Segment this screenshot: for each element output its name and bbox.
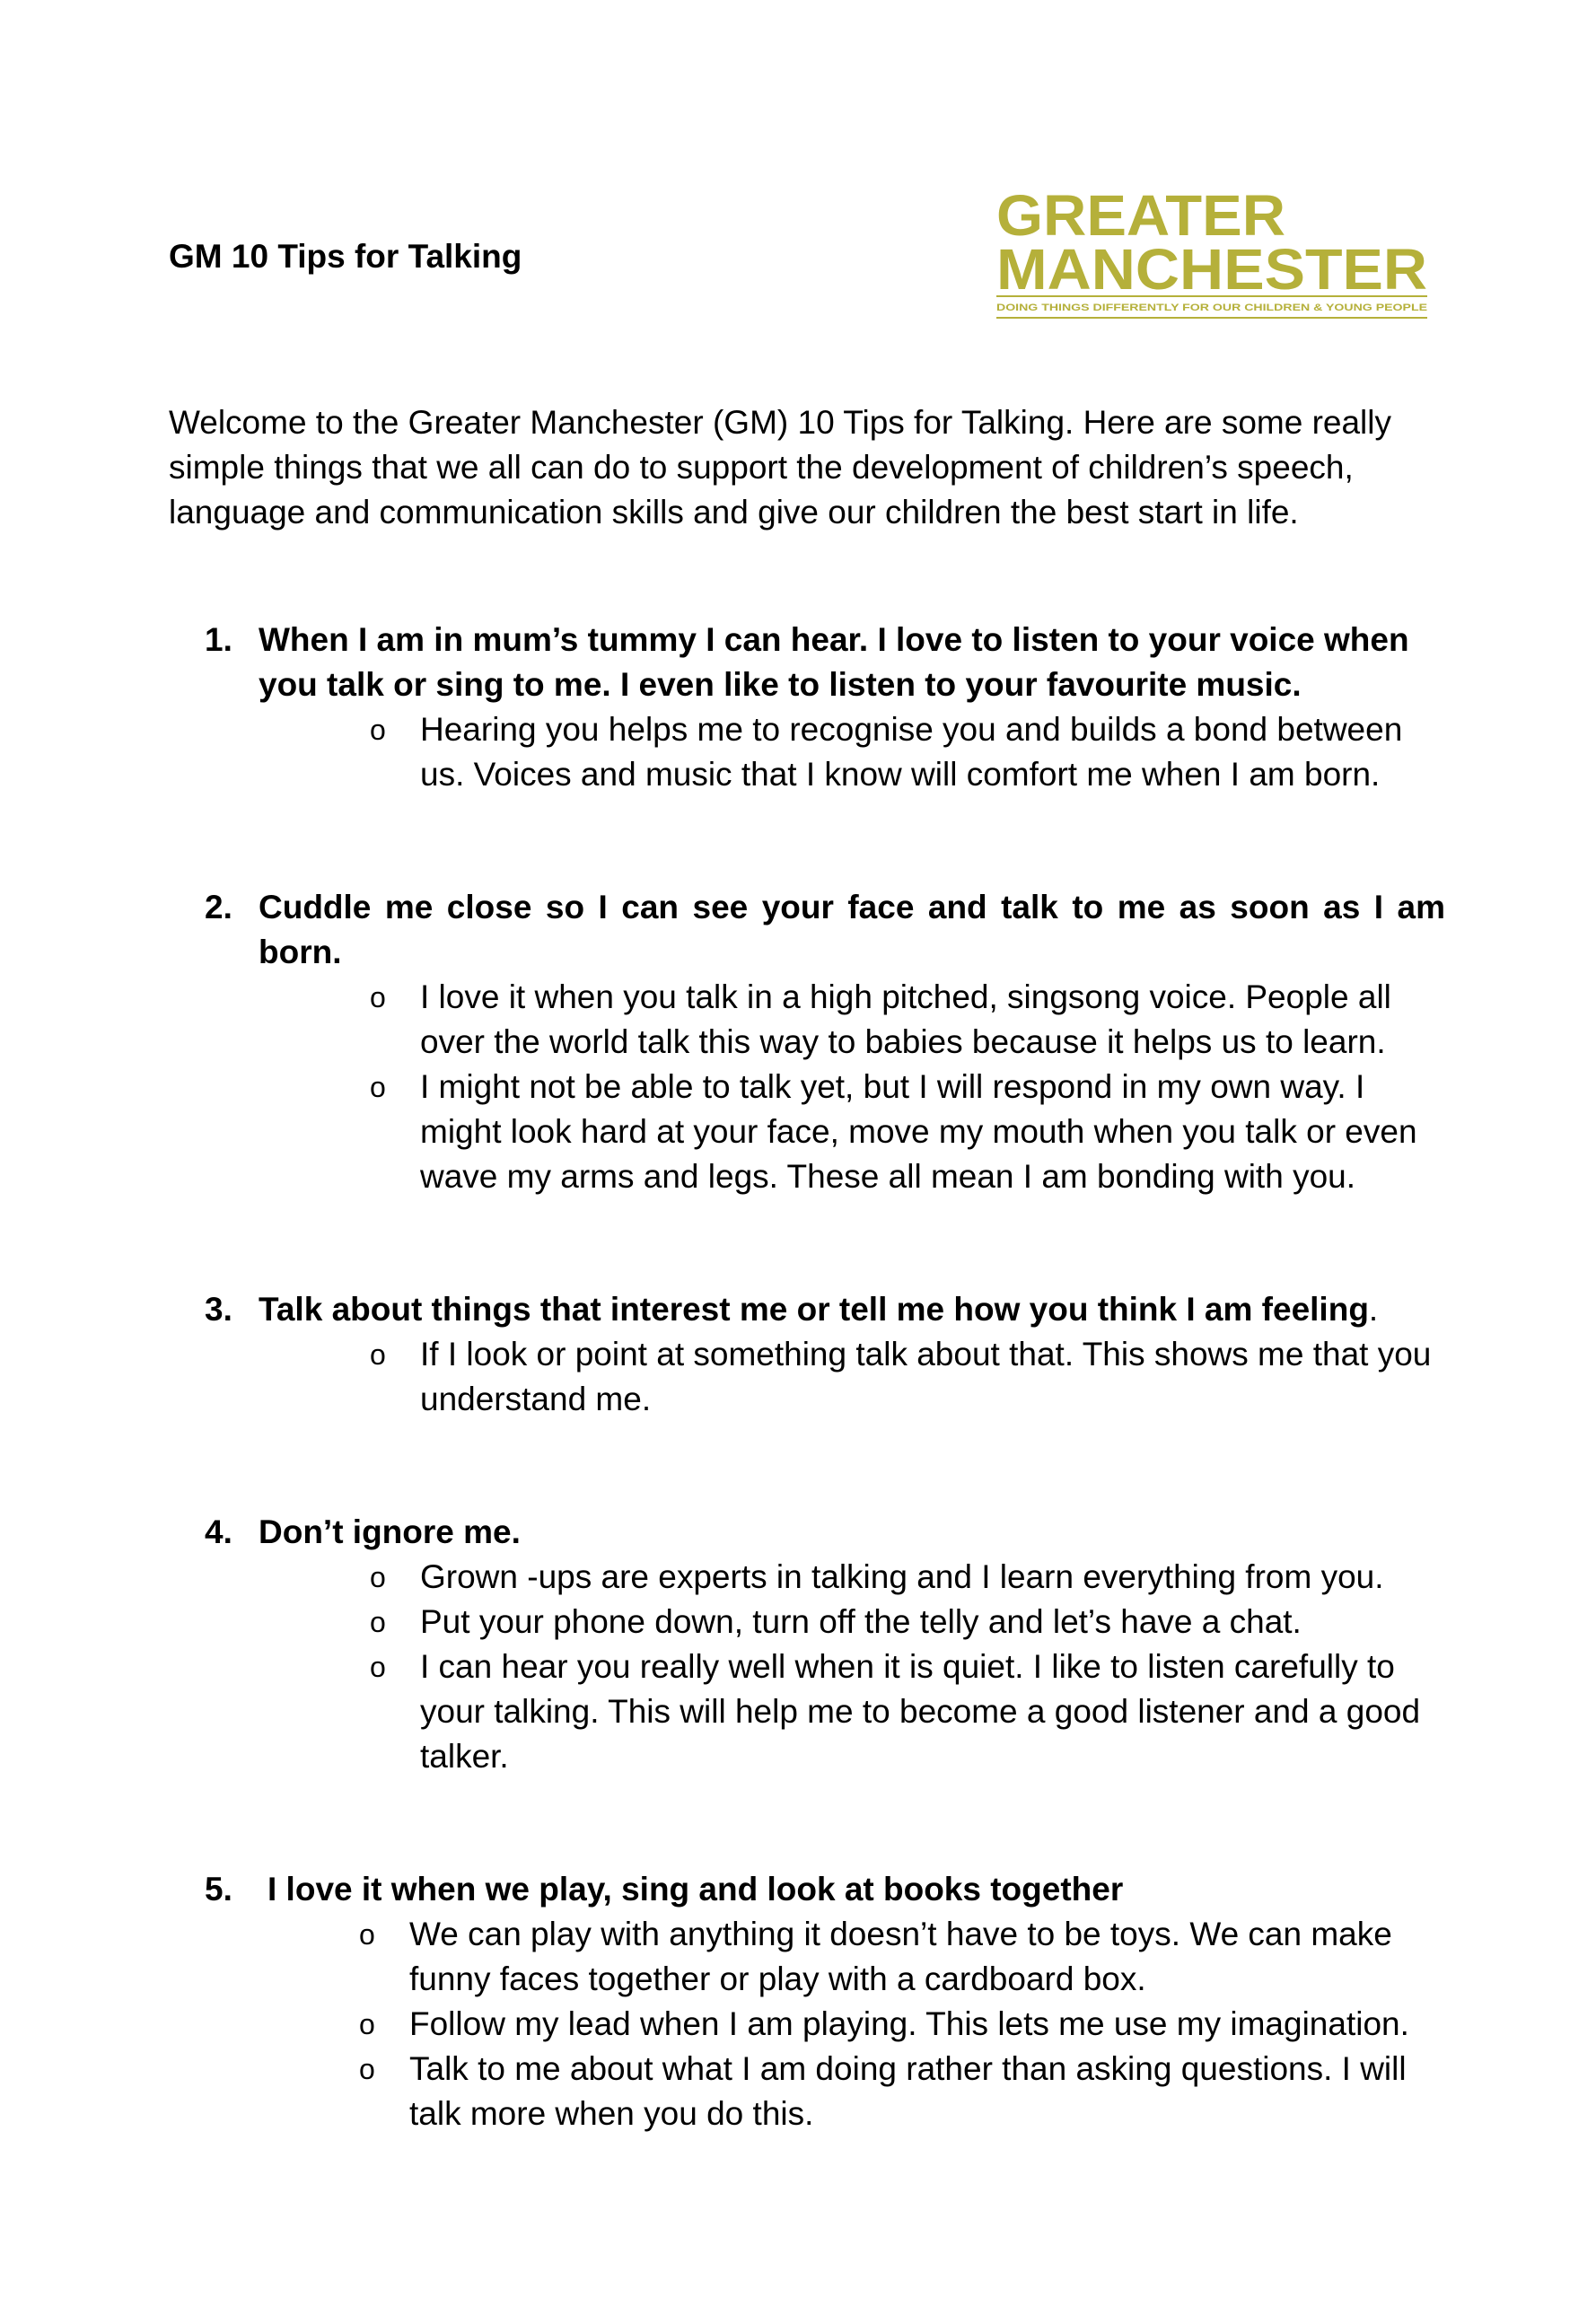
tip-heading bbox=[0, 885, 1596, 975]
tip-heading-text: Don’t ignore me. bbox=[259, 1513, 521, 1550]
tip-bullet bbox=[0, 2002, 1596, 2047]
tip-bullets bbox=[0, 1912, 1596, 2136]
tip-bullet-text: I love it when you talk in a high pitched, singsong voice. People all over the world talk this way to babies because it helps us to learn. bbox=[420, 978, 1391, 1060]
tip-bullet bbox=[0, 2047, 1596, 2136]
bullet-marker: o bbox=[359, 2053, 375, 2085]
tip-bullet bbox=[0, 1555, 1596, 1600]
tip-bullets bbox=[0, 1555, 1596, 1779]
tip-bullet bbox=[0, 1645, 1596, 1779]
tip-bullet-text: Talk to me about what I am doing rather than asking questions. I will talk more when you do this. bbox=[409, 2050, 1407, 2132]
tip-bullet bbox=[0, 1065, 1596, 1199]
document-title: GM 10 Tips for Talking bbox=[169, 238, 522, 275]
bullet-marker: o bbox=[359, 1918, 375, 1951]
tip-bullets bbox=[0, 975, 1596, 1199]
tip-bullet-text: Follow my lead when I am playing. This lets me use my imagination. bbox=[409, 2005, 1409, 2042]
tip-bullet-text: Grown -ups are experts in talking and I learn everything from you. bbox=[420, 1558, 1384, 1595]
tip-bullet-text: If I look or point at something talk about that. This shows me that you understand me. bbox=[420, 1336, 1432, 1417]
tip-heading bbox=[0, 618, 1596, 707]
tip-item bbox=[0, 618, 1596, 797]
tip-bullet bbox=[0, 1912, 1596, 2002]
logo-line-2: MANCHESTER bbox=[996, 237, 1427, 302]
tip-number: 5. bbox=[205, 1871, 232, 1908]
tip-item bbox=[0, 1510, 1596, 1779]
tip-item bbox=[0, 1867, 1596, 2136]
logo-line-1: GREATER bbox=[996, 189, 1285, 248]
bullet-marker: o bbox=[370, 1606, 386, 1638]
tip-heading-text: Cuddle me close so I can see your face and talk to me as soon as I am born. bbox=[259, 889, 1445, 970]
tip-bullets bbox=[0, 707, 1596, 797]
tip-bullet-text: I can hear you really well when it is quiet. I like to listen carefully to your talking. This will help me to become a good listener and a good talker. bbox=[420, 1648, 1421, 1775]
tip-bullet bbox=[0, 1600, 1596, 1645]
tip-item bbox=[0, 885, 1596, 1199]
bullet-marker: o bbox=[370, 1561, 386, 1593]
tip-heading bbox=[0, 1287, 1596, 1332]
tip-number: 2. bbox=[205, 889, 232, 925]
tips-list bbox=[0, 618, 1596, 2224]
tip-number: 4. bbox=[205, 1513, 232, 1550]
intro-paragraph: Welcome to the Greater Manchester (GM) 10 Tips for Talking. Here are some really simple things that we all can do to support the development of children’s speech, language and communication skills and give our children the best start in life. bbox=[169, 404, 1391, 531]
tip-number: 1. bbox=[205, 621, 232, 658]
bullet-marker: o bbox=[370, 1071, 386, 1103]
bullet-marker: o bbox=[370, 1651, 386, 1683]
tip-item bbox=[0, 1287, 1596, 1422]
tip-number: 3. bbox=[205, 1291, 232, 1328]
tip-heading-suffix: . bbox=[1368, 1291, 1379, 1328]
tip-bullets bbox=[0, 1332, 1596, 1422]
tip-heading bbox=[0, 1510, 1596, 1555]
tip-heading-text: I love it when we play, sing and look at books together bbox=[267, 1871, 1124, 1908]
logo-tagline: DOING THINGS DIFFERENTLY FOR OUR CHILDREN & YOUNG PEOPLE bbox=[996, 303, 1427, 313]
tip-heading bbox=[0, 1867, 1596, 1912]
tip-bullet bbox=[0, 1332, 1596, 1422]
greater-manchester-logo bbox=[996, 189, 1436, 329]
tip-bullet-text: We can play with anything it doesn’t have to be toys. We can make funny faces together or play with a cardboard box. bbox=[409, 1916, 1392, 1997]
tip-bullet bbox=[0, 707, 1596, 797]
bullet-marker: o bbox=[359, 2008, 375, 2040]
bullet-marker: o bbox=[370, 981, 386, 1013]
tip-heading-text: Talk about things that interest me or tell me how you think I am feeling bbox=[259, 1291, 1369, 1328]
tip-bullet-text: I might not be able to talk yet, but I will respond in my own way. I might look hard at your face, move my mouth when you talk or even wave my arms and legs. These all mean I am bonding with you. bbox=[420, 1068, 1417, 1195]
tip-heading-text: When I am in mum’s tummy I can hear. I love to listen to your voice when you talk or sing to me. I even like to listen to your favourite music. bbox=[259, 621, 1409, 703]
tip-bullet bbox=[0, 975, 1596, 1065]
bullet-marker: o bbox=[370, 714, 386, 746]
bullet-marker: o bbox=[370, 1338, 386, 1371]
tip-bullet-text: Put your phone down, turn off the telly and let’s have a chat. bbox=[420, 1603, 1302, 1640]
tip-bullet-text: Hearing you helps me to recognise you and builds a bond between us. Voices and music that I know will comfort me when I am born. bbox=[420, 711, 1403, 793]
